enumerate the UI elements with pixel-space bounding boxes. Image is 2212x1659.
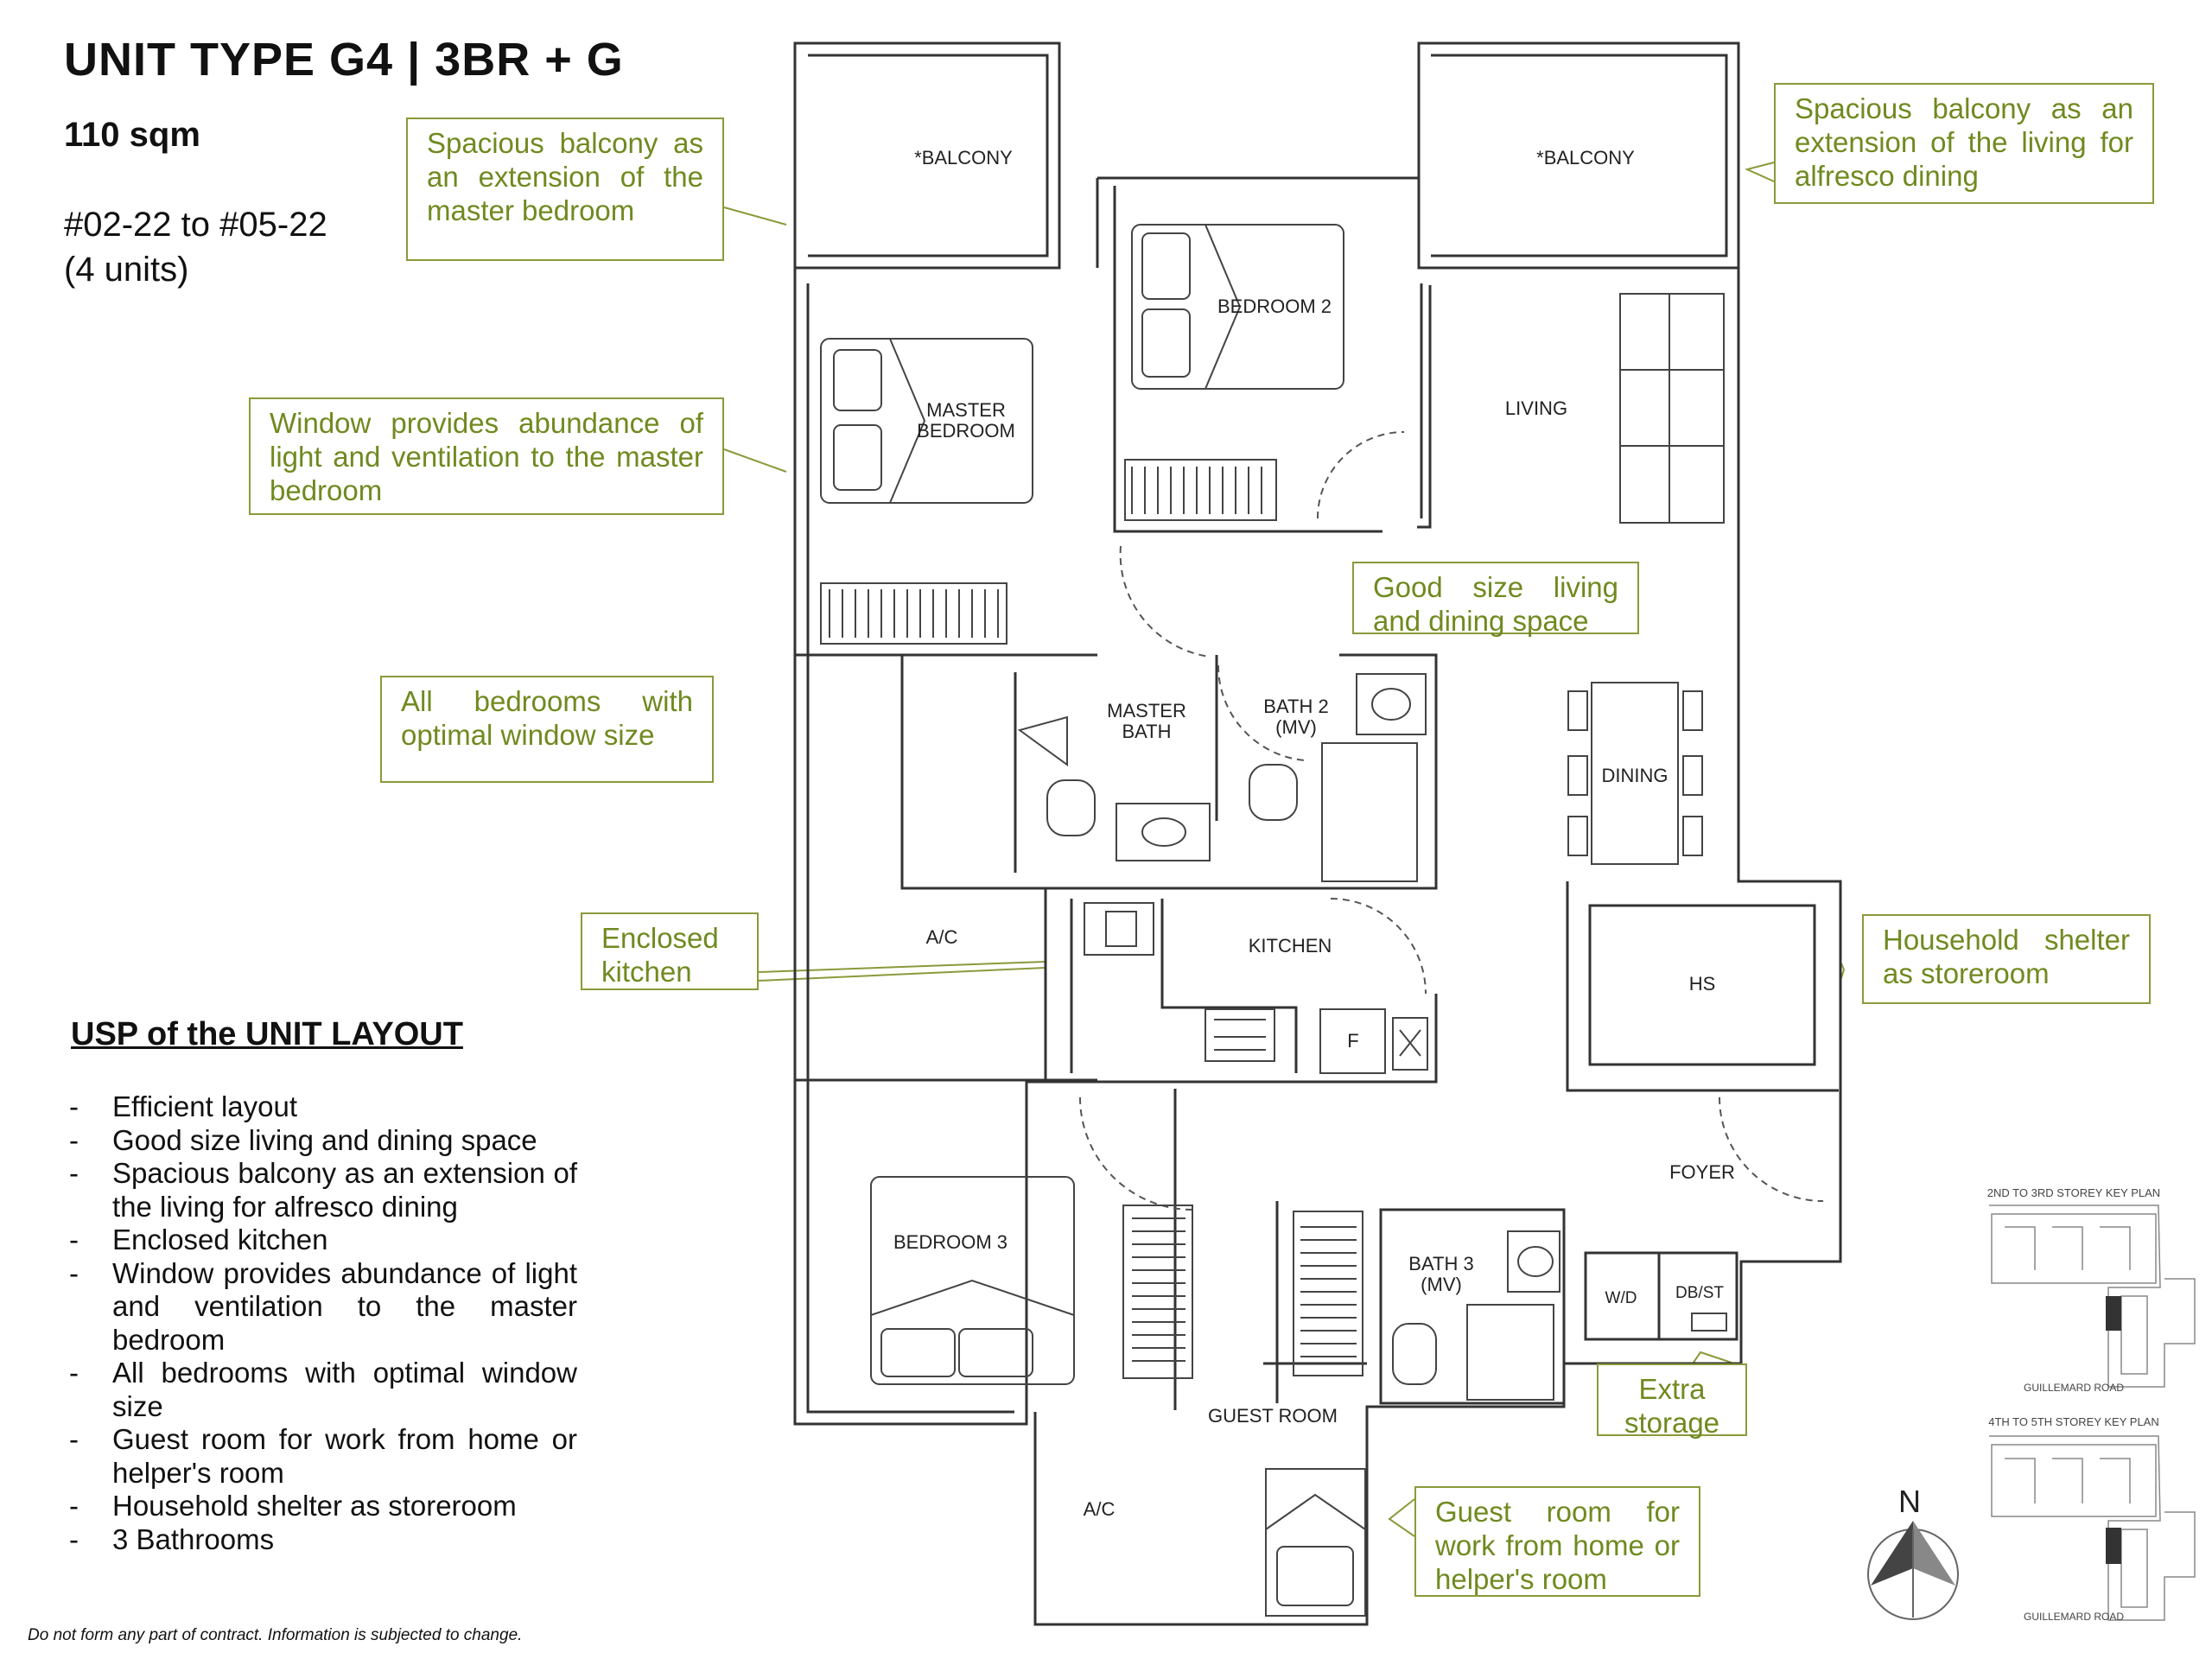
- callout-all-bedrooms: All bedrooms with optimal window size: [380, 676, 714, 783]
- callout-balcony-living: Spacious balcony as an extension of the living for alfresco dining: [1774, 83, 2154, 204]
- label-ac-upper: A/C: [925, 926, 958, 948]
- svg-text:N: N: [1898, 1484, 1921, 1519]
- label-wd: W/D: [1605, 1289, 1637, 1307]
- unit-numbers: #02-22 to #05-22: [64, 206, 327, 244]
- label-bedroom-2: BEDROOM 2: [1217, 296, 1332, 317]
- callout-balcony-master: Spacious balcony as an extension of the master bedroom: [406, 118, 724, 261]
- callout-household-shelter: Household shelter as storeroom: [1862, 914, 2151, 1004]
- usp-item: - Enclosed kitchen: [67, 1224, 577, 1257]
- usp-item: - Efficient layout: [67, 1090, 577, 1124]
- label-ac-lower: A/C: [1083, 1498, 1116, 1520]
- usp-heading: USP of the UNIT LAYOUT: [71, 1016, 463, 1052]
- label-dbst: DB/ST: [1675, 1284, 1724, 1302]
- label-balcony-right: *BALCONY: [1536, 147, 1635, 168]
- label-master-bedroom-2: BEDROOM: [917, 420, 1015, 442]
- usp-item: - Spacious balcony as an extension of the living for alfresco dining: [67, 1157, 577, 1224]
- callout-good-size-living: Good size living and dining space: [1352, 562, 1639, 634]
- svg-text:2ND TO 3RD STOREY KEY PLAN: 2ND TO 3RD STOREY KEY PLAN: [1986, 1186, 2161, 1199]
- disclaimer: Do not form any part of contract. Information is subjected to change.: [28, 1626, 523, 1644]
- unit-area: 110 sqm: [64, 116, 200, 154]
- usp-item: - Household shelter as storeroom: [67, 1490, 577, 1523]
- room-labels: [893, 147, 1735, 1520]
- north-compass: [1868, 1484, 1958, 1619]
- usp-item: - Guest room for work from home or helper's room: [67, 1423, 577, 1490]
- usp-item: - 3 Bathrooms: [67, 1523, 577, 1557]
- label-foyer: FOYER: [1669, 1161, 1735, 1183]
- svg-text:4TH TO 5TH STOREY KEY PLAN: 4TH TO 5TH STOREY KEY PLAN: [1988, 1415, 2159, 1428]
- usp-item: - Window provides abundance of light and ventilation to the master bedroom: [67, 1257, 577, 1357]
- label-bath-3-1: BATH 3: [1408, 1253, 1474, 1274]
- label-dining: DINING: [1601, 765, 1669, 786]
- label-bath-2-2: (MV): [1275, 716, 1317, 738]
- callout-window-master: Window provides abundance of light and ventilation to the master bedroom: [249, 397, 724, 515]
- label-master-bath-2: BATH: [1122, 721, 1172, 742]
- label-living: LIVING: [1504, 397, 1568, 419]
- label-master-bedroom-1: MASTER: [926, 399, 1006, 421]
- label-master-bath-1: MASTER: [1107, 700, 1186, 721]
- usp-list: [67, 1090, 577, 1556]
- callout-extra-storage: Extra storage: [1597, 1363, 1747, 1436]
- label-bath-2-1: BATH 2: [1263, 696, 1329, 717]
- label-fridge: F: [1347, 1030, 1359, 1052]
- door-swings: [1080, 432, 1823, 1210]
- unit-count: (4 units): [64, 251, 189, 289]
- label-kitchen: KITCHEN: [1248, 935, 1332, 957]
- key-plan-top: [1987, 1186, 2195, 1394]
- callout-leaders: [724, 162, 1844, 1536]
- callout-guest-room: Guest room for work from home or helper's room: [1414, 1486, 1700, 1597]
- usp-item: - All bedrooms with optimal window size: [67, 1357, 577, 1423]
- svg-text:GUILLEMARD ROAD: GUILLEMARD ROAD: [2023, 1611, 2125, 1623]
- callout-enclosed-kitchen: Enclosed kitchen: [581, 912, 759, 990]
- unit-type-title: UNIT TYPE G4 | 3BR + G: [64, 34, 624, 86]
- label-balcony-left: *BALCONY: [914, 147, 1013, 168]
- svg-text:GUILLEMARD ROAD: GUILLEMARD ROAD: [2023, 1382, 2125, 1394]
- key-plan-bottom: [1988, 1415, 2195, 1623]
- label-hs: HS: [1688, 973, 1716, 995]
- usp-item: - Good size living and dining space: [67, 1124, 577, 1158]
- label-bath-3-2: (MV): [1421, 1274, 1462, 1295]
- label-guest-room: GUEST ROOM: [1208, 1405, 1338, 1427]
- label-bedroom-3: BEDROOM 3: [893, 1231, 1008, 1253]
